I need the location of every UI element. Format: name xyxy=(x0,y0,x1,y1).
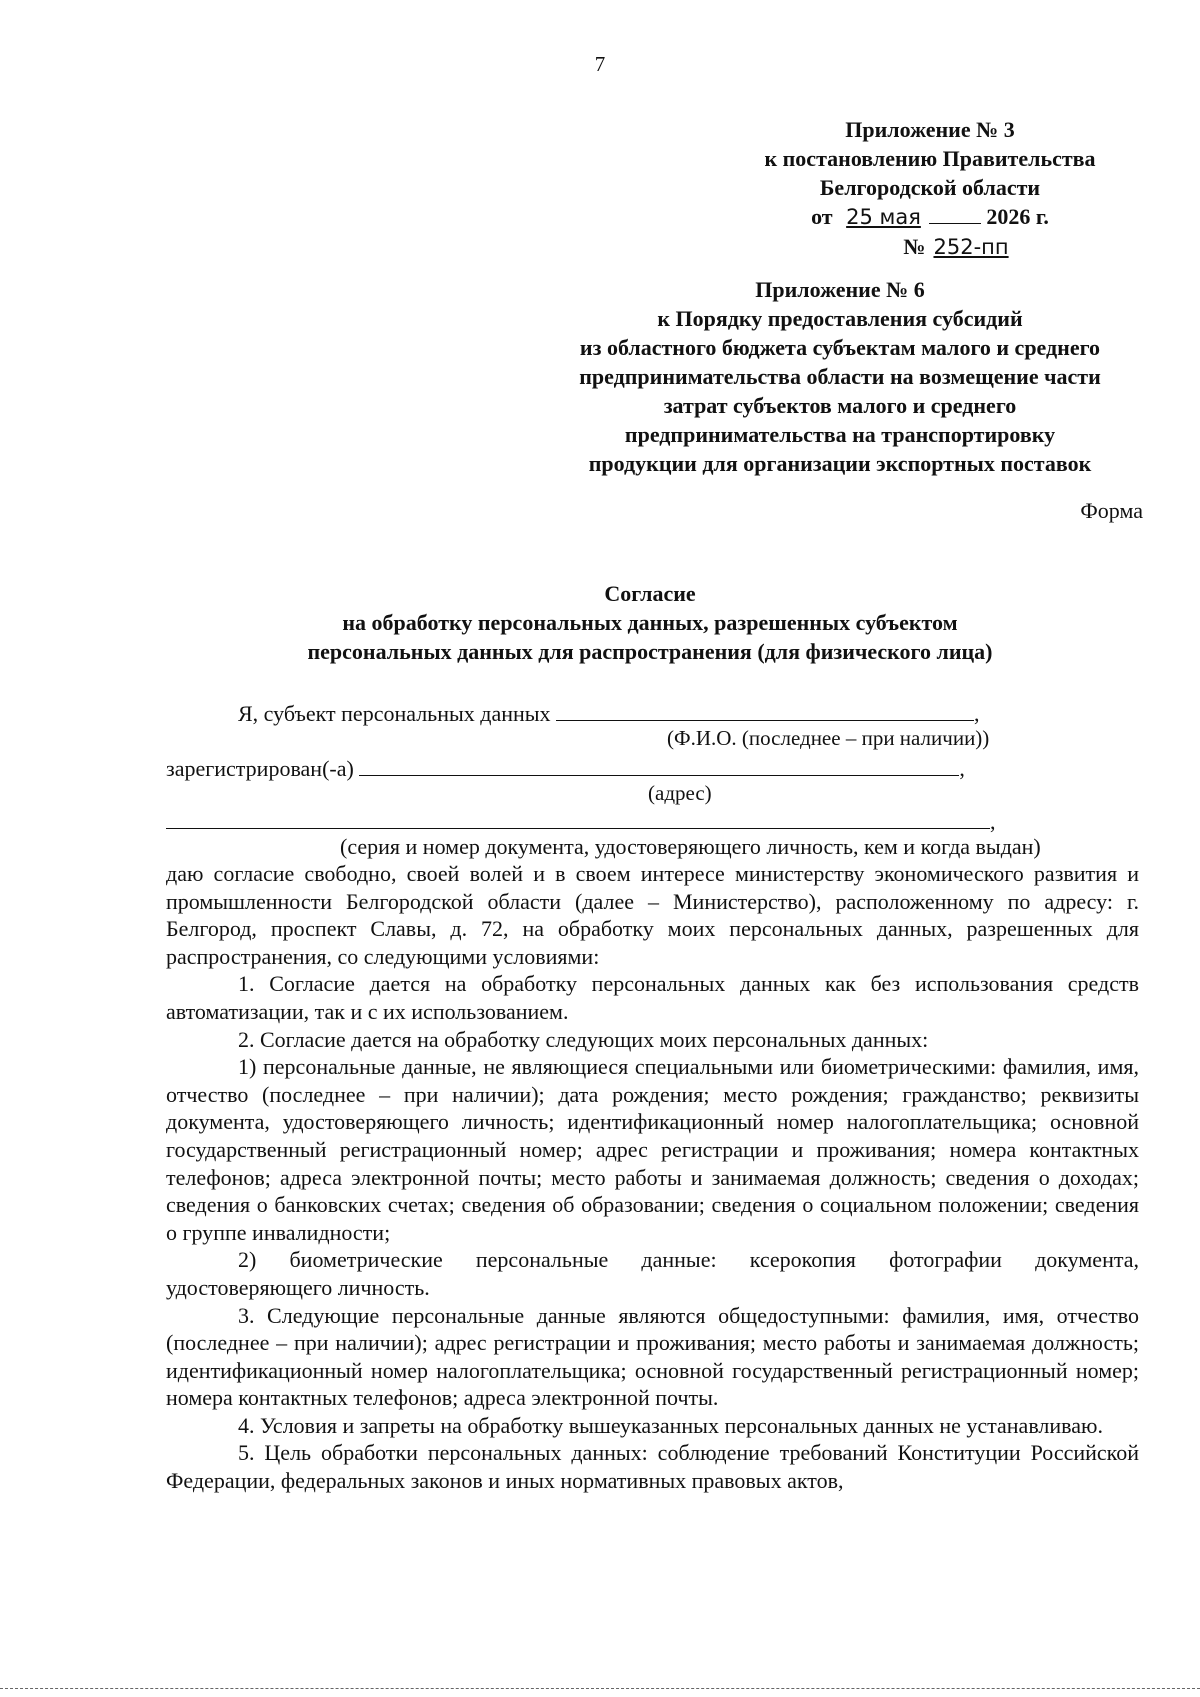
appendix-3-line2: к постановлению Правительства xyxy=(764,146,1096,171)
registered-line: зарегистрирован(-а) , xyxy=(166,753,965,782)
resolution-number: 252-пп xyxy=(933,235,1009,259)
title-line1: Согласие xyxy=(604,581,696,606)
title-line2: на обработку персональных данных, разрешенных субъектом xyxy=(342,610,958,635)
appendix-3-header xyxy=(700,115,1160,262)
number-prefix: № xyxy=(903,234,926,259)
document-line: , xyxy=(166,806,996,835)
document-title xyxy=(160,579,1140,666)
document-caption: (серия и номер документа, удостоверяющего личность, кем и когда выдан) xyxy=(340,834,1041,859)
page-number: 7 xyxy=(594,52,606,76)
paragraph-3: 3. Следующие персональные данные являются общедоступными: фамилия, имя, отчество (последнее – при наличии); адрес регистрации и проживания; место работы и занимаемая должность; идентификационный номер налогоплательщика; основной государственный регистрационный номер; номера контактных телефонов; адреса электронной почты. xyxy=(166,1302,1139,1411)
form-label: Форма xyxy=(1080,498,1143,523)
paragraph-2-1: 1) персональные данные, не являющиеся специальными или биометрическими: фамилия, имя, отчество (последнее – при наличии); дата рождения; место рождения; гражданство; реквизиты документа, удостоверяющего личность; идентификационный номер налогоплательщика; основной государственный регистрационный номер; адрес регистрации и проживания; номера контактных телефонов; адреса электронной почты; место работы и занимаемая должность; сведения о доходах; сведения о банковских счетах; сведения об образовании; сведения о социальном положении; сведения о группе инвалидности; xyxy=(166,1054,1139,1245)
appendix-3-date xyxy=(700,202,1160,232)
appendix-6-line3: из областного бюджета субъектам малого и среднего xyxy=(579,335,1101,360)
appendix-3-title: Приложение № 3 xyxy=(845,117,1015,142)
subject-fio-line: Я, субъект персональных данных , xyxy=(238,698,980,727)
paragraph-4: 4. Условия и запреты на обработку вышеуказанных персональных данных не устанавливаю. xyxy=(238,1412,1103,1438)
paragraph-2-2: 2) биометрические персональные данные: ксерокопия фотографии документа, удостоверяющего личность. xyxy=(166,1247,1139,1300)
fio-caption: (Ф.И.О. (последнее – при наличии)) xyxy=(667,726,990,750)
date-day-month: 25 мая xyxy=(846,205,921,229)
paragraph-5: 5. Цель обработки персональных данных: соблюдение требований Конституции Российской Федерации, федеральных законов и иных нормативных правовых актов, xyxy=(166,1440,1139,1494)
consent-body xyxy=(166,860,1139,1495)
subject-label: Я, субъект персональных данных xyxy=(238,701,551,726)
appendix-6-line2: к Порядку предоставления субсидий xyxy=(657,306,1023,331)
appendix-6-line7: продукции для организации экспортных поставок xyxy=(588,451,1092,476)
paragraph-1: 1. Согласие дается на обработку персональных данных как без использования средств автоматизации, так и с их использованием. xyxy=(166,971,1139,1024)
appendix-6-title: Приложение № 6 xyxy=(755,277,925,302)
appendix-6-line5: затрат субъектов малого и среднего xyxy=(663,393,1017,418)
registered-label: зарегистрирован(-а) xyxy=(166,756,354,781)
address-caption: (адрес) xyxy=(648,781,712,805)
appendix-3-number xyxy=(700,232,1160,262)
intro-paragraph: даю согласие свободно, своей волей и в своем интересе министерству экономического развития и промышленности Белгородской области (далее – Министерство), расположенному по адресу: г. Белгород, проспект Славы, д. 72, на обработку моих персональных данных, разрешенных для распространения, со следующими условиями: xyxy=(166,861,1139,969)
date-prefix: от xyxy=(811,204,833,229)
date-year: 2026 г. xyxy=(986,204,1049,229)
title-line3: персональных данных для распространения (для физического лица) xyxy=(307,639,993,664)
date-blank xyxy=(929,207,981,224)
bottom-scan-edge xyxy=(0,1688,1200,1689)
fio-blank[interactable] xyxy=(556,698,974,721)
appendix-6-line6: предпринимательства на транспортировку xyxy=(624,422,1056,447)
appendix-6-line4: предпринимательства области на возмещение части xyxy=(579,364,1101,389)
address-blank[interactable] xyxy=(359,753,959,776)
paragraph-2: 2. Согласие дается на обработку следующих моих персональных данных: xyxy=(238,1026,929,1052)
document-blank[interactable] xyxy=(166,806,990,829)
appendix-3-line3: Белгородской области xyxy=(819,175,1041,200)
appendix-6-header xyxy=(520,275,1160,478)
